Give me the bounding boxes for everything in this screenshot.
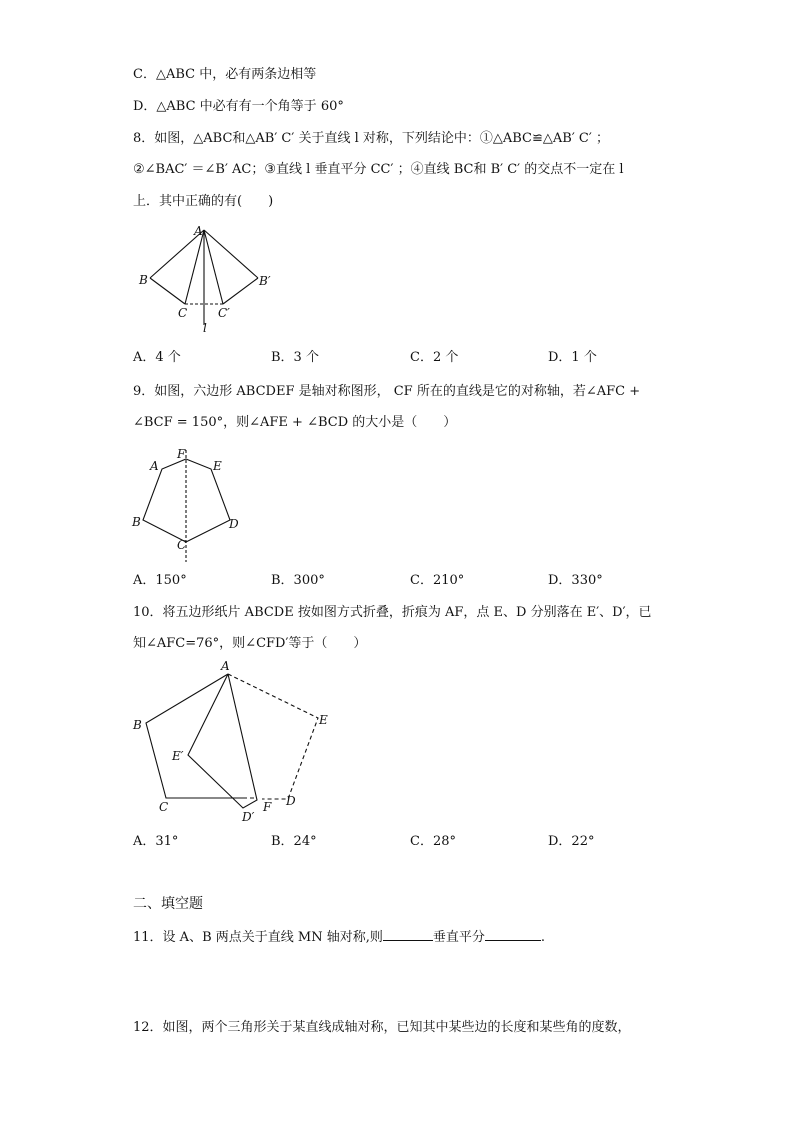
q10-stem-line1: 10．将五边形纸片 ABCDE 按如图方式折叠，折痕为 AF，点 E、D 分别落在 E′、D′，已: [133, 605, 652, 620]
q11-suffix: .: [540, 930, 545, 945]
q9-label-a: A: [150, 459, 159, 473]
q11-middle: 垂直平分: [432, 930, 485, 945]
q10-label-e-prime: E′: [172, 749, 184, 763]
q8-option-b: B．3 个: [271, 350, 319, 365]
q8-stem-line2: ②∠BAC′ ＝∠B′ AC；③直线 l 垂直平分 CC′ ；④直线 BC和 B′ C′ 的交点不一定在 l: [133, 162, 624, 177]
q11-stem: [133, 928, 545, 947]
q10-option-d: D．22°: [548, 834, 595, 849]
q10-figure: [130, 656, 340, 826]
q8-label-c: C: [178, 306, 188, 320]
q7-option-d: D．△ABC 中必有有一个角等于 60°: [133, 99, 344, 114]
q9-label-d: D: [229, 517, 239, 531]
q10-label-c: C: [159, 800, 169, 814]
q8-option-c: C．2 个: [410, 350, 459, 365]
q8-stem-line3: 上．其中正确的有( ): [133, 194, 274, 209]
q10-option-c: C．28°: [410, 834, 456, 849]
q9-stem-line1: 9．如图，六边形 ABCDEF 是轴对称图形， CF 所在的直线是它的对称轴，若∠AFC +: [133, 384, 641, 399]
q11-blank-1[interactable]: [383, 928, 433, 941]
q8-stem-line1: 8．如图，△ABC和△AB′ C′ 关于直线 l 对称，下列结论中：①△ABC≌△AB′ C′ ；: [133, 131, 609, 146]
q11-blank-2[interactable]: [485, 928, 541, 941]
q8-label-l: l: [203, 321, 207, 335]
q10-label-d: D: [286, 794, 296, 808]
q10-option-b: B．24°: [271, 834, 317, 849]
q8-label-a: A: [194, 224, 203, 238]
q9-label-b: B: [132, 515, 141, 529]
q8-label-c-prime: C′: [218, 306, 230, 320]
q8-label-b: B: [139, 273, 148, 287]
q9-option-b: B．300°: [271, 573, 325, 588]
q10-stem-line2: 知∠AFC=76°，则∠CFD′等于（ ）: [133, 636, 367, 651]
q8-option-a: A．4 个: [133, 350, 181, 365]
q7-option-c: C．△ABC 中，必有两条边相等: [133, 67, 317, 82]
q10-label-e: E: [319, 713, 328, 727]
q9-stem-line2: ∠BCF = 150°，则∠AFE + ∠BCD 的大小是（ ）: [133, 415, 457, 430]
q10-label-b: B: [133, 718, 142, 732]
q8-option-d: D．1 个: [548, 350, 597, 365]
q9-label-c: C: [177, 538, 187, 552]
section-title-fill-in: 二、填空题: [133, 896, 203, 912]
q9-option-d: D．330°: [548, 573, 603, 588]
q9-label-e: E: [213, 459, 222, 473]
q9-label-f: F: [177, 447, 186, 461]
q10-label-a: A: [221, 659, 230, 673]
q9-figure: [130, 446, 245, 566]
q10-label-f: F: [263, 800, 272, 814]
q9-option-c: C．210°: [410, 573, 465, 588]
q12-stem-line1: 12．如图，两个三角形关于某直线成轴对称，已知其中某些边的长度和某些角的度数，: [133, 1020, 631, 1035]
q8-label-b-prime: B′: [259, 274, 271, 288]
q8-figure: [130, 220, 290, 335]
q10-label-d-prime: D′: [242, 810, 255, 824]
q10-option-a: A．31°: [133, 834, 179, 849]
q9-option-a: A．150°: [133, 573, 187, 588]
q11-prefix: 11．设 A、B 两点关于直线 MN 轴对称,则: [133, 930, 383, 945]
